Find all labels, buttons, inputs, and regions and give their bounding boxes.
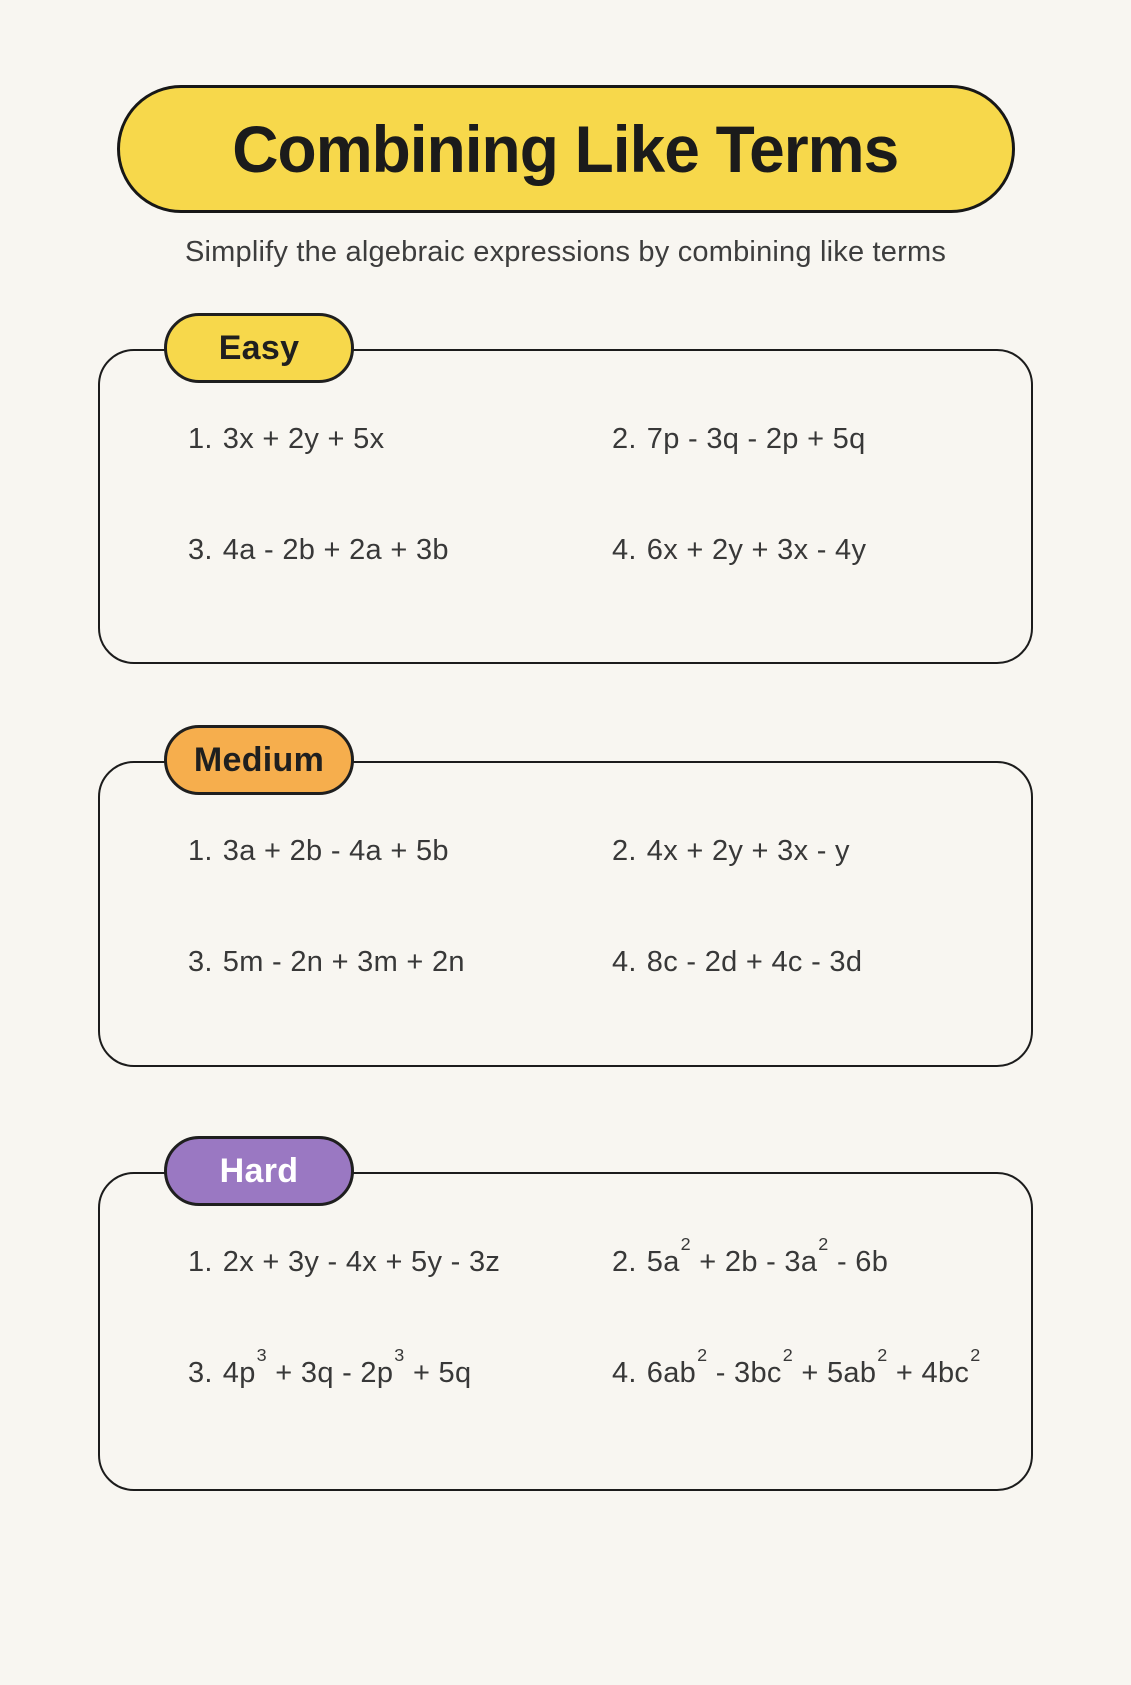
problem-medium-1 xyxy=(188,835,612,868)
problem-expression: 4x + 2y + 3x - y xyxy=(646,835,850,867)
problem-medium-4 xyxy=(612,946,1021,979)
problem-number: 2. xyxy=(612,423,637,455)
problem-expression: 3a + 2b - 4a + 5b xyxy=(222,835,449,867)
problem-number: 1. xyxy=(188,835,213,867)
problem-medium-3 xyxy=(188,946,612,979)
problem-number: 3. xyxy=(188,946,213,978)
section-easy-badge: Easy xyxy=(164,313,354,383)
page-subtitle: Simplify the algebraic expressions by combining like terms xyxy=(184,236,947,268)
problem-easy-3 xyxy=(188,534,612,567)
section-easy xyxy=(98,328,1033,664)
problem-number: 2. xyxy=(612,1246,637,1278)
problem-expression: 3x + 2y + 5x xyxy=(222,423,385,455)
problem-expression: 5m - 2n + 3m + 2n xyxy=(222,946,465,978)
problem-hard-1 xyxy=(188,1246,612,1279)
section-hard-problems xyxy=(100,1174,1031,1390)
worksheet-page xyxy=(0,85,1131,1685)
section-medium-badge: Medium xyxy=(164,725,354,795)
problem-number: 4. xyxy=(612,1357,637,1389)
section-hard xyxy=(98,1151,1033,1491)
problem-expression: 2x + 3y - 4x + 5y - 3z xyxy=(222,1246,501,1278)
problem-number: 1. xyxy=(188,1246,213,1278)
problem-hard-3 xyxy=(188,1345,612,1390)
problem-number: 4. xyxy=(612,534,637,566)
problem-expression: 6x + 2y + 3x - 4y xyxy=(646,534,867,566)
problem-medium-2 xyxy=(612,835,1021,868)
problem-expression: 4a - 2b + 2a + 3b xyxy=(222,534,449,566)
problem-hard-2 xyxy=(612,1234,1021,1279)
problem-hard-4 xyxy=(612,1345,1021,1390)
problem-number: 3. xyxy=(188,1357,213,1389)
section-hard-badge: Hard xyxy=(164,1136,354,1206)
problem-expression: 7p - 3q - 2p + 5q xyxy=(646,423,866,455)
page-title: Combining Like Terms xyxy=(232,112,899,186)
problem-number: 1. xyxy=(188,423,213,455)
problem-expression: $5a^2 + 2b - 3a^2 - 6b$ xyxy=(646,1234,889,1278)
problem-number: 3. xyxy=(188,534,213,566)
title-banner xyxy=(117,85,1015,213)
problem-easy-1 xyxy=(188,423,612,456)
problem-number: 2. xyxy=(612,835,637,867)
section-easy-problems xyxy=(100,351,1031,567)
problem-easy-4 xyxy=(612,534,1021,567)
problem-expression: $4p^3 + 3q - 2p^3 + 5q$ xyxy=(222,1345,472,1389)
section-medium xyxy=(98,740,1033,1067)
problem-number: 4. xyxy=(612,946,637,978)
problem-expression: $6ab^2 - 3bc^2 + 5ab^2 + 4bc^2$ xyxy=(646,1345,981,1389)
problem-expression: 8c - 2d + 4c - 3d xyxy=(646,946,863,978)
problem-easy-2 xyxy=(612,423,1021,456)
section-medium-problems xyxy=(100,763,1031,979)
